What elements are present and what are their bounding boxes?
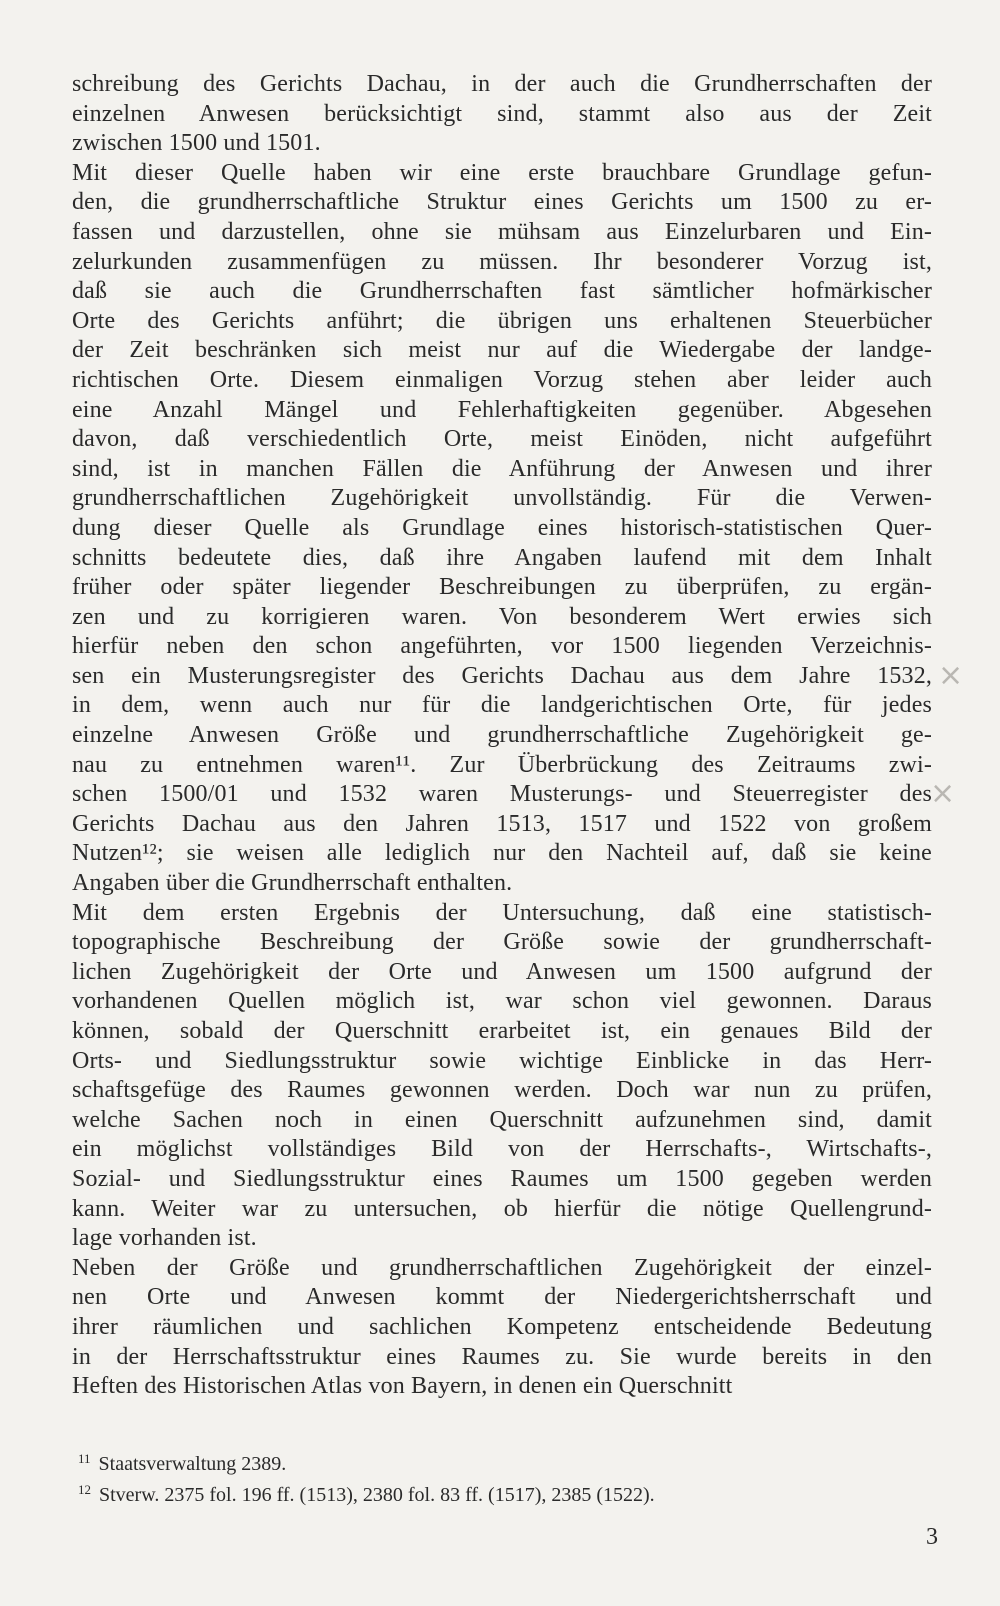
- pencil-mark: ×: [930, 776, 956, 811]
- text-line: in der Herrschaftsstruktur eines Raumes zu. Sie wurde bereits in den: [72, 1343, 932, 1370]
- text-line: Nutzen¹²; sie weisen alle lediglich nur den Nachteil auf, daß sie keine: [72, 840, 932, 867]
- text-line: richtischen Orte. Diesem einmaligen Vorzug stehen aber leider auch: [72, 366, 932, 393]
- paragraph: [72, 159, 932, 899]
- pencil-mark: ×: [938, 658, 964, 693]
- text-line: Mit dieser Quelle haben wir eine erste brauchbare Grundlage gefun-: [72, 159, 932, 186]
- text-line: sen ein Musterungsregister des Gerichts Dachau aus dem Jahre 1532,: [72, 662, 932, 689]
- text-line: zwischen 1500 und 1501.: [72, 130, 321, 157]
- footnote-text: Stverw. 2375 fol. 196 ff. (1513), 2380 fol. 83 ff. (1517), 2385 (1522).: [99, 1484, 655, 1506]
- text-line: können, sobald der Querschnitt erarbeitet ist, ein genaues Bild der: [72, 1018, 932, 1044]
- text-line: vorhandenen Quellen möglich ist, war schon viel gewonnen. Daraus: [72, 988, 932, 1015]
- text-line: der Zeit beschränken sich meist nur auf die Wiedergabe der landge-: [72, 337, 932, 364]
- text-line: zelurkunden zusammenfügen zu müssen. Ihr besonderer Vorzug ist,: [72, 248, 932, 275]
- text-line: hierfür neben den schon angeführten, vor 1500 liegenden Verzeichnis-: [72, 633, 932, 660]
- footnotes: [78, 1446, 938, 1508]
- text-line: Neben der Größe und grundherrschaftlichen Zugehörigkeit der einzel-: [72, 1254, 932, 1281]
- text-line: schen 1500/01 und 1532 waren Musterungs- und Steuerregister des: [72, 781, 932, 808]
- text-line: kann. Weiter war zu untersuchen, ob hierfür die nötige Quellengrund-: [72, 1195, 932, 1222]
- paragraph: [72, 1254, 932, 1402]
- text-line: welche Sachen noch in einen Querschnitt aufzunehmen sind, damit: [72, 1106, 932, 1133]
- text-line: topographische Beschreibung der Größe sowie der grundherrschaft-: [72, 929, 932, 956]
- text-line: zen und zu korrigieren waren. Von besonderem Wert erwies sich: [72, 603, 932, 630]
- text-line: Heften des Historischen Atlas von Bayern, in denen ein Querschnitt: [72, 1373, 733, 1400]
- text-line: Mit dem ersten Ergebnis der Untersuchung, daß eine statistisch-: [72, 899, 932, 926]
- text-line: in dem, wenn auch nur für die landgerichtischen Orte, für jedes: [72, 692, 932, 719]
- text-line: schaftsgefüge des Raumes gewonnen werden. Doch war nun zu prüfen,: [72, 1077, 932, 1104]
- page-body: [72, 70, 932, 1402]
- text-line: dung dieser Quelle als Grundlage eines historisch-statistischen Quer-: [72, 514, 932, 541]
- paragraph: [72, 899, 932, 1254]
- paragraph: [72, 70, 932, 159]
- text-line: lichen Zugehörigkeit der Orte und Anwesen um 1500 aufgrund der: [72, 958, 932, 985]
- text-line: Sozial- und Siedlungsstruktur eines Raumes um 1500 gegeben werden: [72, 1165, 932, 1192]
- footnote-text: Staatsverwaltung 2389.: [98, 1453, 287, 1475]
- text-line: Orts- und Siedlungsstruktur sowie wichtige Einblicke in das Herr-: [72, 1047, 932, 1074]
- text-line: nen Orte und Anwesen kommt der Niedergerichtsherrschaft und: [72, 1284, 932, 1311]
- text-line: schnitts bedeutete dies, daß ihre Angaben laufend mit dem Inhalt: [72, 544, 932, 571]
- text-line: den, die grundherrschaftliche Struktur eines Gerichts um 1500 zu er-: [72, 189, 932, 216]
- text-line: Gerichts Dachau aus den Jahren 1513, 1517 und 1522 von großem: [72, 810, 932, 837]
- text-line: einzelne Anwesen Größe und grundherrschaftliche Zugehörigkeit ge-: [72, 722, 932, 749]
- text-line: fassen und darzustellen, ohne sie mühsam aus Einzelurbaren und Ein-: [72, 218, 932, 245]
- text-line: sind, ist in manchen Fällen die Anführung der Anwesen und ihrer: [72, 455, 932, 482]
- page-number: 3: [926, 1524, 938, 1550]
- footnote-11: [78, 1446, 938, 1477]
- text-line: nau zu entnehmen waren¹¹. Zur Überbrückung des Zeitraums zwi-: [72, 751, 932, 778]
- text-line: schreibung des Gerichts Dachau, in der auch die Grundherrschaften der: [72, 71, 932, 97]
- text-line: eine Anzahl Mängel und Fehlerhaftigkeiten gegenüber. Abgesehen: [72, 396, 932, 423]
- footnote-12: [78, 1477, 938, 1508]
- text-line: früher oder später liegender Beschreibungen zu überprüfen, zu ergän-: [72, 574, 932, 601]
- footnote-number: 12: [78, 1482, 91, 1497]
- text-line: ihrer räumlichen und sachlichen Kompetenz entscheidende Bedeutung: [72, 1313, 932, 1340]
- text-line: einzelnen Anwesen berücksichtigt sind, stammt also aus der Zeit: [72, 100, 932, 127]
- text-line: daß sie auch die Grundherrschaften fast sämtlicher hofmärkischer: [72, 278, 932, 305]
- text-line: lage vorhanden ist.: [72, 1225, 257, 1252]
- text-line: Orte des Gerichts anführt; die übrigen uns erhaltenen Steuerbücher: [72, 307, 932, 334]
- text-line: Angaben über die Grundherrschaft enthalten.: [72, 870, 513, 897]
- footnote-number: 11: [78, 1451, 91, 1466]
- text-line: ein möglichst vollständiges Bild von der Herrschafts-, Wirtschafts-,: [72, 1136, 932, 1163]
- text-line: grundherrschaftlichen Zugehörigkeit unvollständig. Für die Verwen-: [72, 485, 932, 512]
- text-line: davon, daß verschiedentlich Orte, meist Einöden, nicht aufgeführt: [72, 426, 932, 453]
